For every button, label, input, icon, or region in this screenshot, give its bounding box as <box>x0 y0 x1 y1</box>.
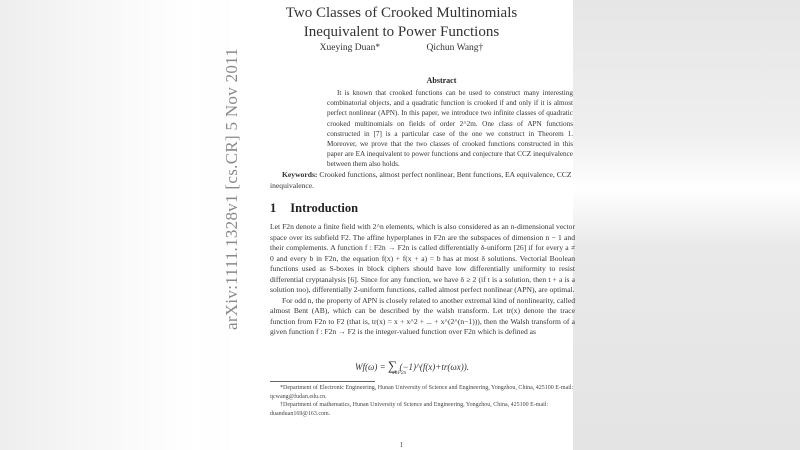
keywords-text: Crooked functions, almost perfect nonlinear, Bent functions, EA equivalence, CCZ inequivalence. <box>270 170 572 190</box>
background-right <box>573 0 800 450</box>
formula-lhs: Wf(ω) = <box>355 362 386 372</box>
authors <box>230 43 573 53</box>
footnote-2: †Department of mathematics, Hunan University of Science and Engineering, Yongzhou, China, 425100 E-mail: duanduan169@163.com. <box>270 402 549 417</box>
formula-sum: ∑ <box>387 358 398 373</box>
background-left <box>0 0 230 450</box>
keywords <box>270 170 575 191</box>
paper-title-line2: Inequivalent to Power Functions <box>303 24 500 40</box>
abstract-heading: Abstract <box>426 76 457 85</box>
abstract-text: It is known that crooked functions can be used to construct many interesting combinatorial objects, and a quadratic function is crooked if and only if it is almost perfect nonlinear (APN). In this paper, we introduce two infinite classes of quadratic crooked multinomials on fields of order 2^2m. One class of APN functions constructed in [7] is a particular case of the one we construct in Theorem 1. Moreover, we prove that the two classes of crooked functions constructed in this paper are EA inequivalent to power functions and conjecture that CCZ inequivalence between them also holds. <box>327 89 573 169</box>
formula-sub: x∈F2n <box>392 371 406 376</box>
footnotes <box>270 384 575 418</box>
arxiv-stamp: arXiv:1111.1328v1 [cs.CR] 5 Nov 2011 <box>222 47 241 330</box>
intro-paragraph-2: For odd n, the property of APN is closely related to another extremal kind of nonlinearity, called almost Bent (AB), which can be described by the walsh transform. Let tr(x) denote the trace function from F2n to F2 (that is, tr(x) = x + x^2 + ... + x^(2^(n−1))), then the Walsh transform of a given function f : F2n → F2 is the integer-valued function over F2n which is defined as <box>270 295 575 336</box>
page-number: 1 <box>399 441 404 449</box>
keywords-label: Keywords: <box>282 170 318 179</box>
section-heading <box>270 201 358 216</box>
footnote-rule <box>270 381 375 382</box>
formula-rhs: (−1)^(f(x)+tr(ωx)). <box>399 362 469 372</box>
author-2: Qichun Wang† <box>426 43 484 53</box>
walsh-formula <box>355 358 469 374</box>
section-title: Introduction <box>290 201 359 215</box>
author-1: Xueying Duan* <box>319 43 381 53</box>
section-number: 1 <box>270 201 277 215</box>
intro-paragraph-1: Let F2n denote a finite field with 2^n elements, which is also considered as an n-dimensional vector space over its subfield F2. The affine hyperplanes in F2n are the subspaces of dimension n − 1 and their complements. A function f : F2n → F2n is called differentially δ-uniform [26] if for every a ≠ 0 and every b in F2n, the equation f(x) + f(x + a) = b has at most δ solutions. Vectorial Boolean functions used as S-boxes in block ciphers should have low differentially uniformity to resist differential cryptanalysis [6]. Since for any function, we have δ ≥ 2 (if t is a solution, then t + a is a solution too), differentially 2-uniform functions, called almost perfect nonlinear (APN), are optimal. <box>270 222 575 294</box>
intro-body <box>270 222 575 338</box>
footnote-1: *Department of Electronic Engineering, Hunan University of Science and Engineering, Yongzhou, China, 425100 E-mail: qcwang@fudan.edu.cn. <box>270 385 574 400</box>
paper-title-line1: Two Classes of Crooked Multinomials <box>285 5 518 21</box>
